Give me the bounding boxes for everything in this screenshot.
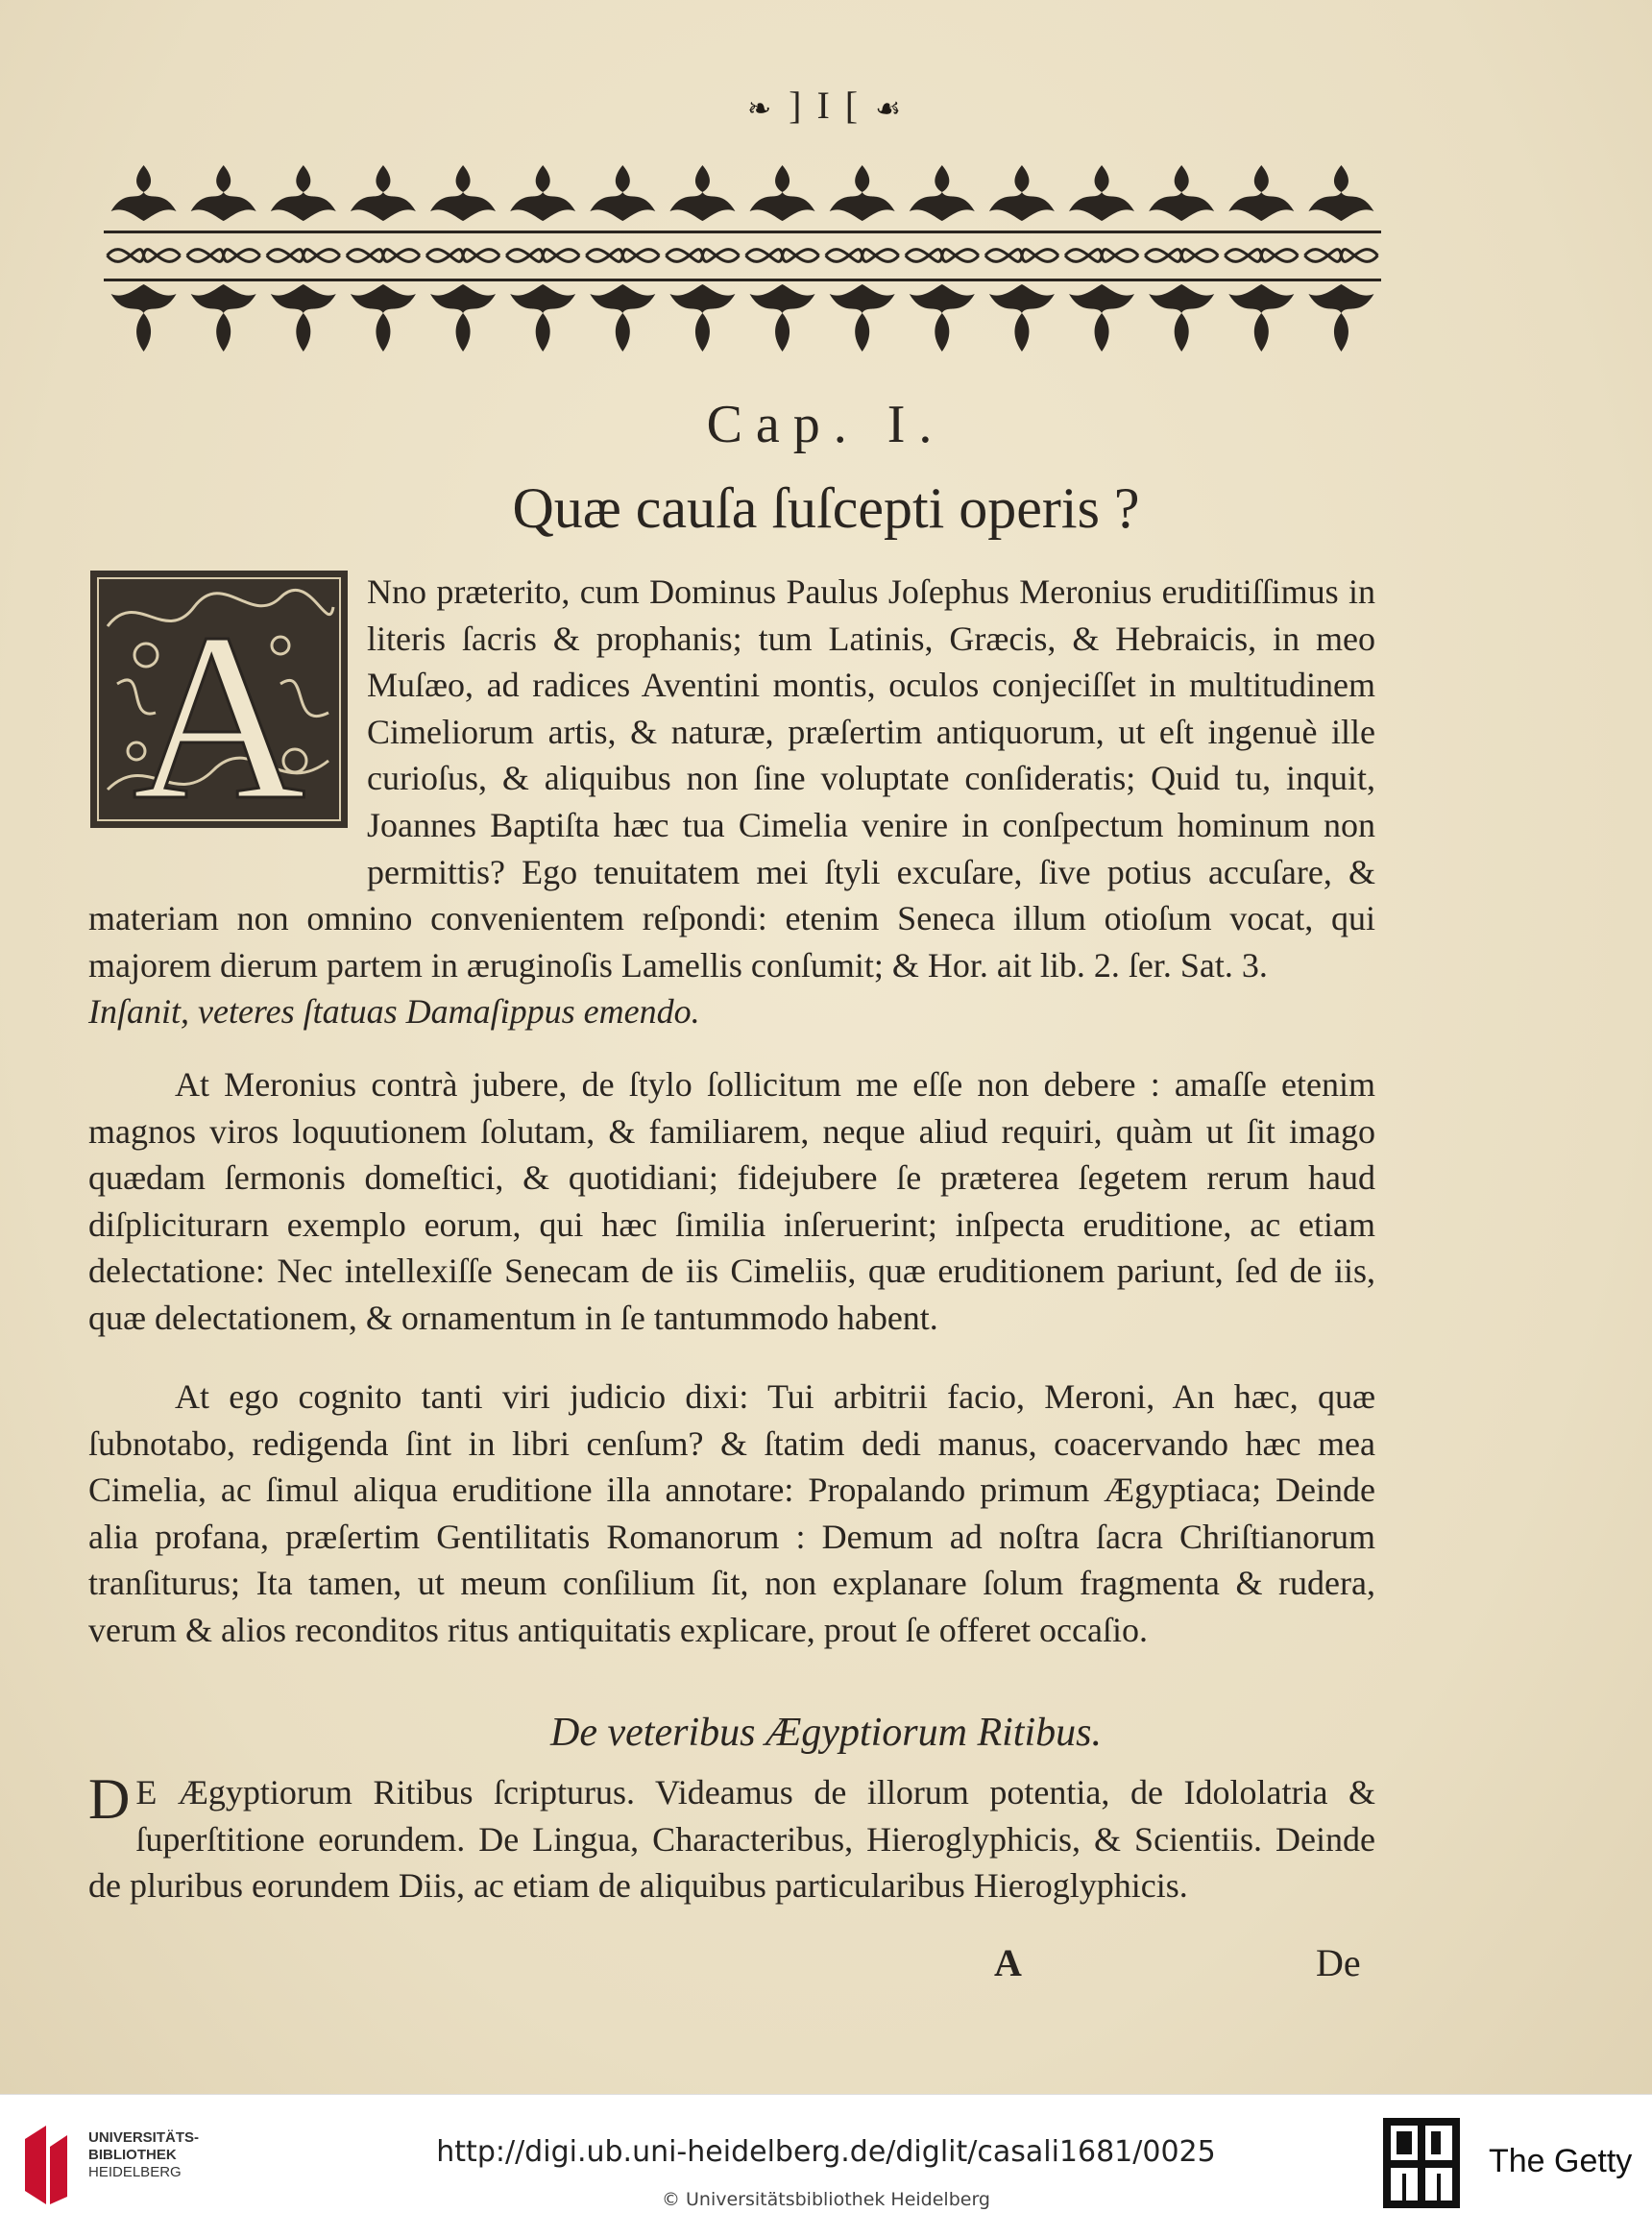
headpiece-fleuron-bottom (669, 284, 735, 352)
paragraph-1 (88, 569, 1375, 1035)
drop-cap: D (88, 1767, 131, 1831)
signature-mark: A (994, 1941, 1022, 1984)
headpiece-fleuron-bottom (989, 284, 1055, 352)
page-number: ] I [ (789, 84, 862, 127)
headpiece-interlace (586, 250, 659, 262)
paragraph-4-text: E Ægyptiorum Ritibus ſcripturus. Videamus de illorum potentia, de Idololatria & ſuperſtitione eorundem. De Lingua, Characteribus, Hieroglyphicis, & Scientiis. Deinde de pluribus eorundem Diis, ac etiam de aliquibus particularibus Hieroglyphicis. (88, 1773, 1375, 1906)
headpiece-fleuron-bottom (590, 284, 655, 352)
headpiece-interlace (746, 250, 819, 262)
headpiece-fleuron-top (1069, 165, 1134, 221)
institution-line-3: HEIDELBERG (88, 2164, 182, 2180)
headpiece-interlace (906, 250, 979, 262)
getty-logo-icon[interactable] (1383, 2118, 1460, 2208)
headpiece-fleuron-top (1149, 165, 1214, 221)
headpiece-interlace (1304, 250, 1377, 262)
headpiece-interlace (347, 250, 420, 262)
paragraph-3: At ego cognito tanti viri judicio dixi: Tui arbitrii facio, Meroni, An hæc, quæ ſubnotabo, redigenda ſint in libri cenſum? & ſtatim dedi manus, coacervando hæc mea Cimelia, ac ſimul aliqua eruditione illa annotare: Propalando primum Ægyptiaca; Deinde alia profana, præſertim Gentilitatis Romanorum : Demum ad noſtra ſacra Chriſtianorum tranſiturus; Ita tamen, ut meum conſilium ſit, non explanare ſolum fragmenta & rudera, verum & alios reconditos ritus antiquitatis explicare, prout ſe offeret occaſio. (88, 1377, 1375, 1649)
headpiece-fleuron-top (111, 165, 177, 221)
headpiece-fleuron-bottom (111, 284, 177, 352)
viewer-footer (0, 2094, 1652, 2237)
headpiece-fleuron-bottom (1149, 284, 1214, 352)
headpiece-interlace (985, 250, 1058, 262)
headpiece-fleuron-bottom (1308, 284, 1373, 352)
headpiece-fleuron-bottom (1069, 284, 1134, 352)
headpiece-fleuron-bottom (1228, 284, 1294, 352)
headpiece-fleuron-top (1228, 165, 1294, 221)
chapter-number: Cap. I. (706, 395, 946, 454)
section-heading: De veteribus Ægyptiorum Ritibus. (550, 1711, 1102, 1755)
headpiece-fleuron-bottom (910, 284, 975, 352)
headpiece-fleuron-top (989, 165, 1055, 221)
page-number-line (0, 83, 1652, 128)
right-fleuron-icon: ☙ (875, 93, 906, 125)
headpiece-fleuron-top (750, 165, 815, 221)
headpiece-fleuron-top (1308, 165, 1373, 221)
paragraph-1-text: Nno præterito, cum Dominus Paulus Joſephus Meronius eruditiſſimus in literis ſacris & prophanis; tum Latinis, Græcis, & Hebraicis, in meo Muſæo, ad radices Aventini montis, oculos conjeciſſet in multitudinem Cimeliorum artis, & naturæ, præſertim antiquorum, ut eſt ingenuè ille curioſus, & aliquibus non ſine voluptate conſideratis; Quid tu, inquit, Joannes Baptiſta hæc tua Cimelia venire in conſpectum hominum non permittis? Ego tenuitatem mei ſtyli excuſare, ſive potius accuſare, & materiam non omnino convenientem reſpondi: etenim Seneca illum otioſum vocat, qui majorem dierum partem in æruginoſis Lamellis conſumit; & Hor. ait lib. 2. ſer. Sat. 3. (88, 572, 1375, 985)
headpiece-fleuron-bottom (351, 284, 416, 352)
headpiece-fleuron-bottom (510, 284, 575, 352)
headpiece-interlace (1065, 250, 1138, 262)
horace-quote: Inſanit, veteres ſtatuas Damaſippus emendo. (88, 992, 700, 1032)
headpiece-interlace (426, 250, 499, 262)
headpiece-rule (104, 231, 1381, 233)
headpiece-fleuron-top (910, 165, 975, 221)
headpiece-fleuron-top (191, 165, 256, 221)
headpiece-interlace (666, 250, 739, 262)
catchword: De (1316, 1941, 1361, 1984)
headpiece-fleuron-top (830, 165, 895, 221)
headpiece-interlace (187, 250, 260, 262)
headpiece-fleuron-bottom (191, 284, 256, 352)
chapter-title: Quæ cauſa ſuſcepti operis ? (512, 476, 1140, 540)
headpiece-interlace (267, 250, 340, 262)
partner-name[interactable]: The Getty (1489, 2143, 1633, 2179)
headpiece-fleuron-bottom (430, 284, 496, 352)
headpiece-rule (104, 279, 1381, 281)
left-fleuron-icon: ❧ (746, 93, 776, 125)
headpiece-interlace (108, 250, 181, 262)
headpiece-interlace (1225, 250, 1298, 262)
headpiece-fleuron-top (351, 165, 416, 221)
headpiece-fleuron-top (430, 165, 496, 221)
permalink-url[interactable]: http://digi.ub.uni-heidelberg.de/diglit/casali1681/0025 (436, 2135, 1216, 2169)
headpiece-fleuron-top (271, 165, 336, 221)
headpiece-fleuron-bottom (830, 284, 895, 352)
institution-line-1: UNIVERSITÄTS- (88, 2129, 200, 2146)
headpiece-interlace (826, 250, 899, 262)
headpiece-fleuron-top (669, 165, 735, 221)
headpiece-interlace (506, 250, 579, 262)
headpiece-fleuron-bottom (750, 284, 815, 352)
headpiece-fleuron-bottom (271, 284, 336, 352)
paragraph-2: At Meronius contrà jubere, de ſtylo ſollicitum me eſſe non debere : amaſſe etenim magnos viros loquutionem ſolutam, & familiarem, neque aliud requiri, quàm ut ſit imago quædam ſermonis domeſtici, & quotidiani; fidejubere ſe præterea ſegetem rerum haud diſpliciturarn exemplo eorum, qui hæc ſimilia inſeruerint; inſpecta eruditione, ac etiam delectatione: Nec intellexiſſe Senecam de iis Cimeliis, quæ eruditionem pariunt, ſed de iis, quæ delectationem, & ornamentum in ſe tantummodo habent. (88, 1065, 1375, 1337)
institution-line-2: BIBLIOTHEK (88, 2147, 177, 2163)
initial-letter-glyph: A (132, 584, 306, 830)
copyright-notice: © Universitätsbibliothek Heidelberg (661, 2189, 990, 2210)
ornamental-headpiece (104, 163, 1381, 365)
headpiece-fleuron-top (590, 165, 655, 221)
paragraph-4 (88, 1769, 1375, 1909)
headpiece-interlace (1145, 250, 1218, 262)
headpiece-fleuron-top (510, 165, 575, 221)
